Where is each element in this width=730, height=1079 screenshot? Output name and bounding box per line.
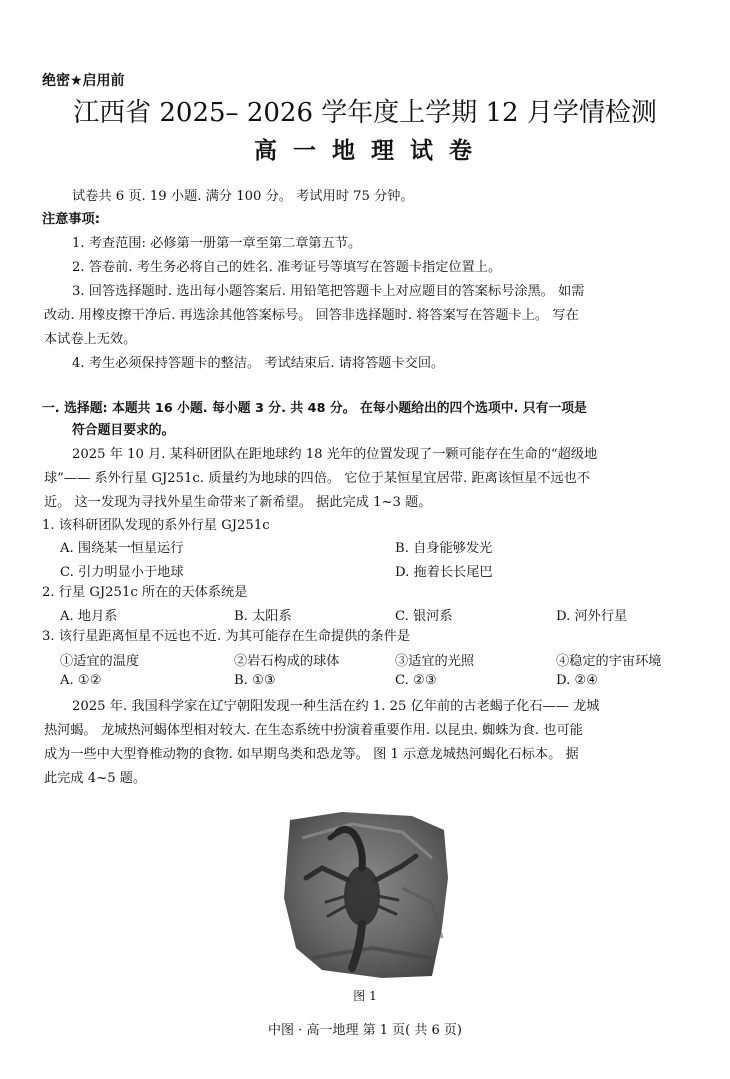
section-heading-line-2: 符合题目要求的。 [72,423,175,438]
question-3-statement-4: ④稳定的宇宙环境 [556,654,662,669]
exam-intro: 试卷共 6 页. 19 小题. 满分 100 分。 考试用时 75 分钟。 [72,189,414,204]
question-3-option-d: D. ②④ [556,673,599,688]
question-3-option-a: A. ①② [60,673,102,688]
note-3-line-2: 改动. 用橡皮擦干净后. 再选涂其他答案标号。 回答非选择题时. 将答案写在答题卡上。 写在 [44,308,579,323]
scorpion-fossil-image [282,808,450,980]
figure-caption: 图 1 [353,989,377,1003]
question-3-statement-3: ③适宜的光照 [395,654,475,669]
note-3-line-3: 本试卷上无效。 [44,332,137,347]
section-heading-line-1: 一. 选择题: 本题共 16 小题. 每小题 3 分. 共 48 分。 在每小题给出的四个选项中. 只有一项是 [42,401,587,416]
question-3-option-c: C. ②③ [395,673,437,688]
question-2-option-d: D. 河外行星 [556,609,628,624]
question-3-statement-1: ①适宜的温度 [60,654,140,669]
question-3-option-b: B. ①③ [234,673,276,688]
question-2-option-a: A. 地月系 [60,609,118,624]
page-footer: 中图 · 高一地理 第 1 页( 共 6 页) [268,1023,462,1038]
passage-1-line-3: 近。 这一发现为寻找外星生命带来了新希望。 据此完成 1~3 题。 [44,495,432,510]
question-3-stem: 3. 该行星距离恒星不远也不近. 为其可能存在生命提供的条件是 [42,629,411,644]
note-3-line-1: 3. 回答选择题时. 选出每小题答案后. 用铅笔把答题卡上对应题目的答案标号涂黑。 如需 [72,284,585,299]
question-1-option-b: B. 自身能够发光 [395,541,493,556]
question-2-option-c: C. 银河系 [395,609,453,624]
question-2-stem: 2. 行星 GJ251c 所在的天体系统是 [42,585,248,600]
passage-1-line-1: 2025 年 10 月. 某科研团队在距地球约 18 光年的位置发现了一颗可能存在生命的“超级地 [72,447,598,462]
confidential-mark: 绝密★启用前 [42,73,125,89]
passage-1-line-2: 球”—— 系外行星 GJ251c. 质量约为地球的四倍。 它位于某恒星宜居带. 距离该恒星不远也不 [44,471,591,486]
passage-2-line-2: 热河蝎。 龙城热河蝎体型相对较大. 在生态系统中扮演着重要作用. 以昆虫. 蜘蛛为食. 也可能 [44,723,583,738]
note-2: 2. 答卷前. 考生务必将自己的姓名. 准考证号等填写在答题卡指定位置上。 [72,260,502,275]
question-1-option-c: C. 引力明显小于地球 [60,565,184,580]
notes-heading: 注意事项: [42,212,101,227]
note-4: 4. 考生必须保持答题卡的整洁。 考试结束后. 请将答题卡交回。 [72,356,445,371]
exam-title: 江西省 2025– 2026 学年度上学期 12 月学情检测 [73,98,657,128]
passage-2-line-1: 2025 年. 我国科学家在辽宁朝阳发现一种生活在约 1. 25 亿年前的古老蝎子化石—— 龙城 [72,699,600,714]
question-3-statement-2: ②岩石构成的球体 [234,654,340,669]
exam-subtitle: 高 一 地 理 试 卷 [253,138,477,164]
question-2-option-b: B. 太阳系 [234,609,292,624]
question-1-option-a: A. 围绕某一恒星运行 [60,541,184,556]
note-1: 1. 考查范围: 必修第一册第一章至第二章第五节。 [72,236,362,251]
question-1-stem: 1. 该科研团队发现的系外行星 GJ251c [42,518,270,533]
passage-2-line-4: 此完成 4~5 题。 [44,771,147,786]
passage-2-line-3: 成为一些中大型脊椎动物的食物. 如早期鸟类和恐龙等。 图 1 示意龙城热河蝎化石标本。 据 [44,747,579,762]
question-1-option-d: D. 拖着长长尾巴 [395,565,493,580]
